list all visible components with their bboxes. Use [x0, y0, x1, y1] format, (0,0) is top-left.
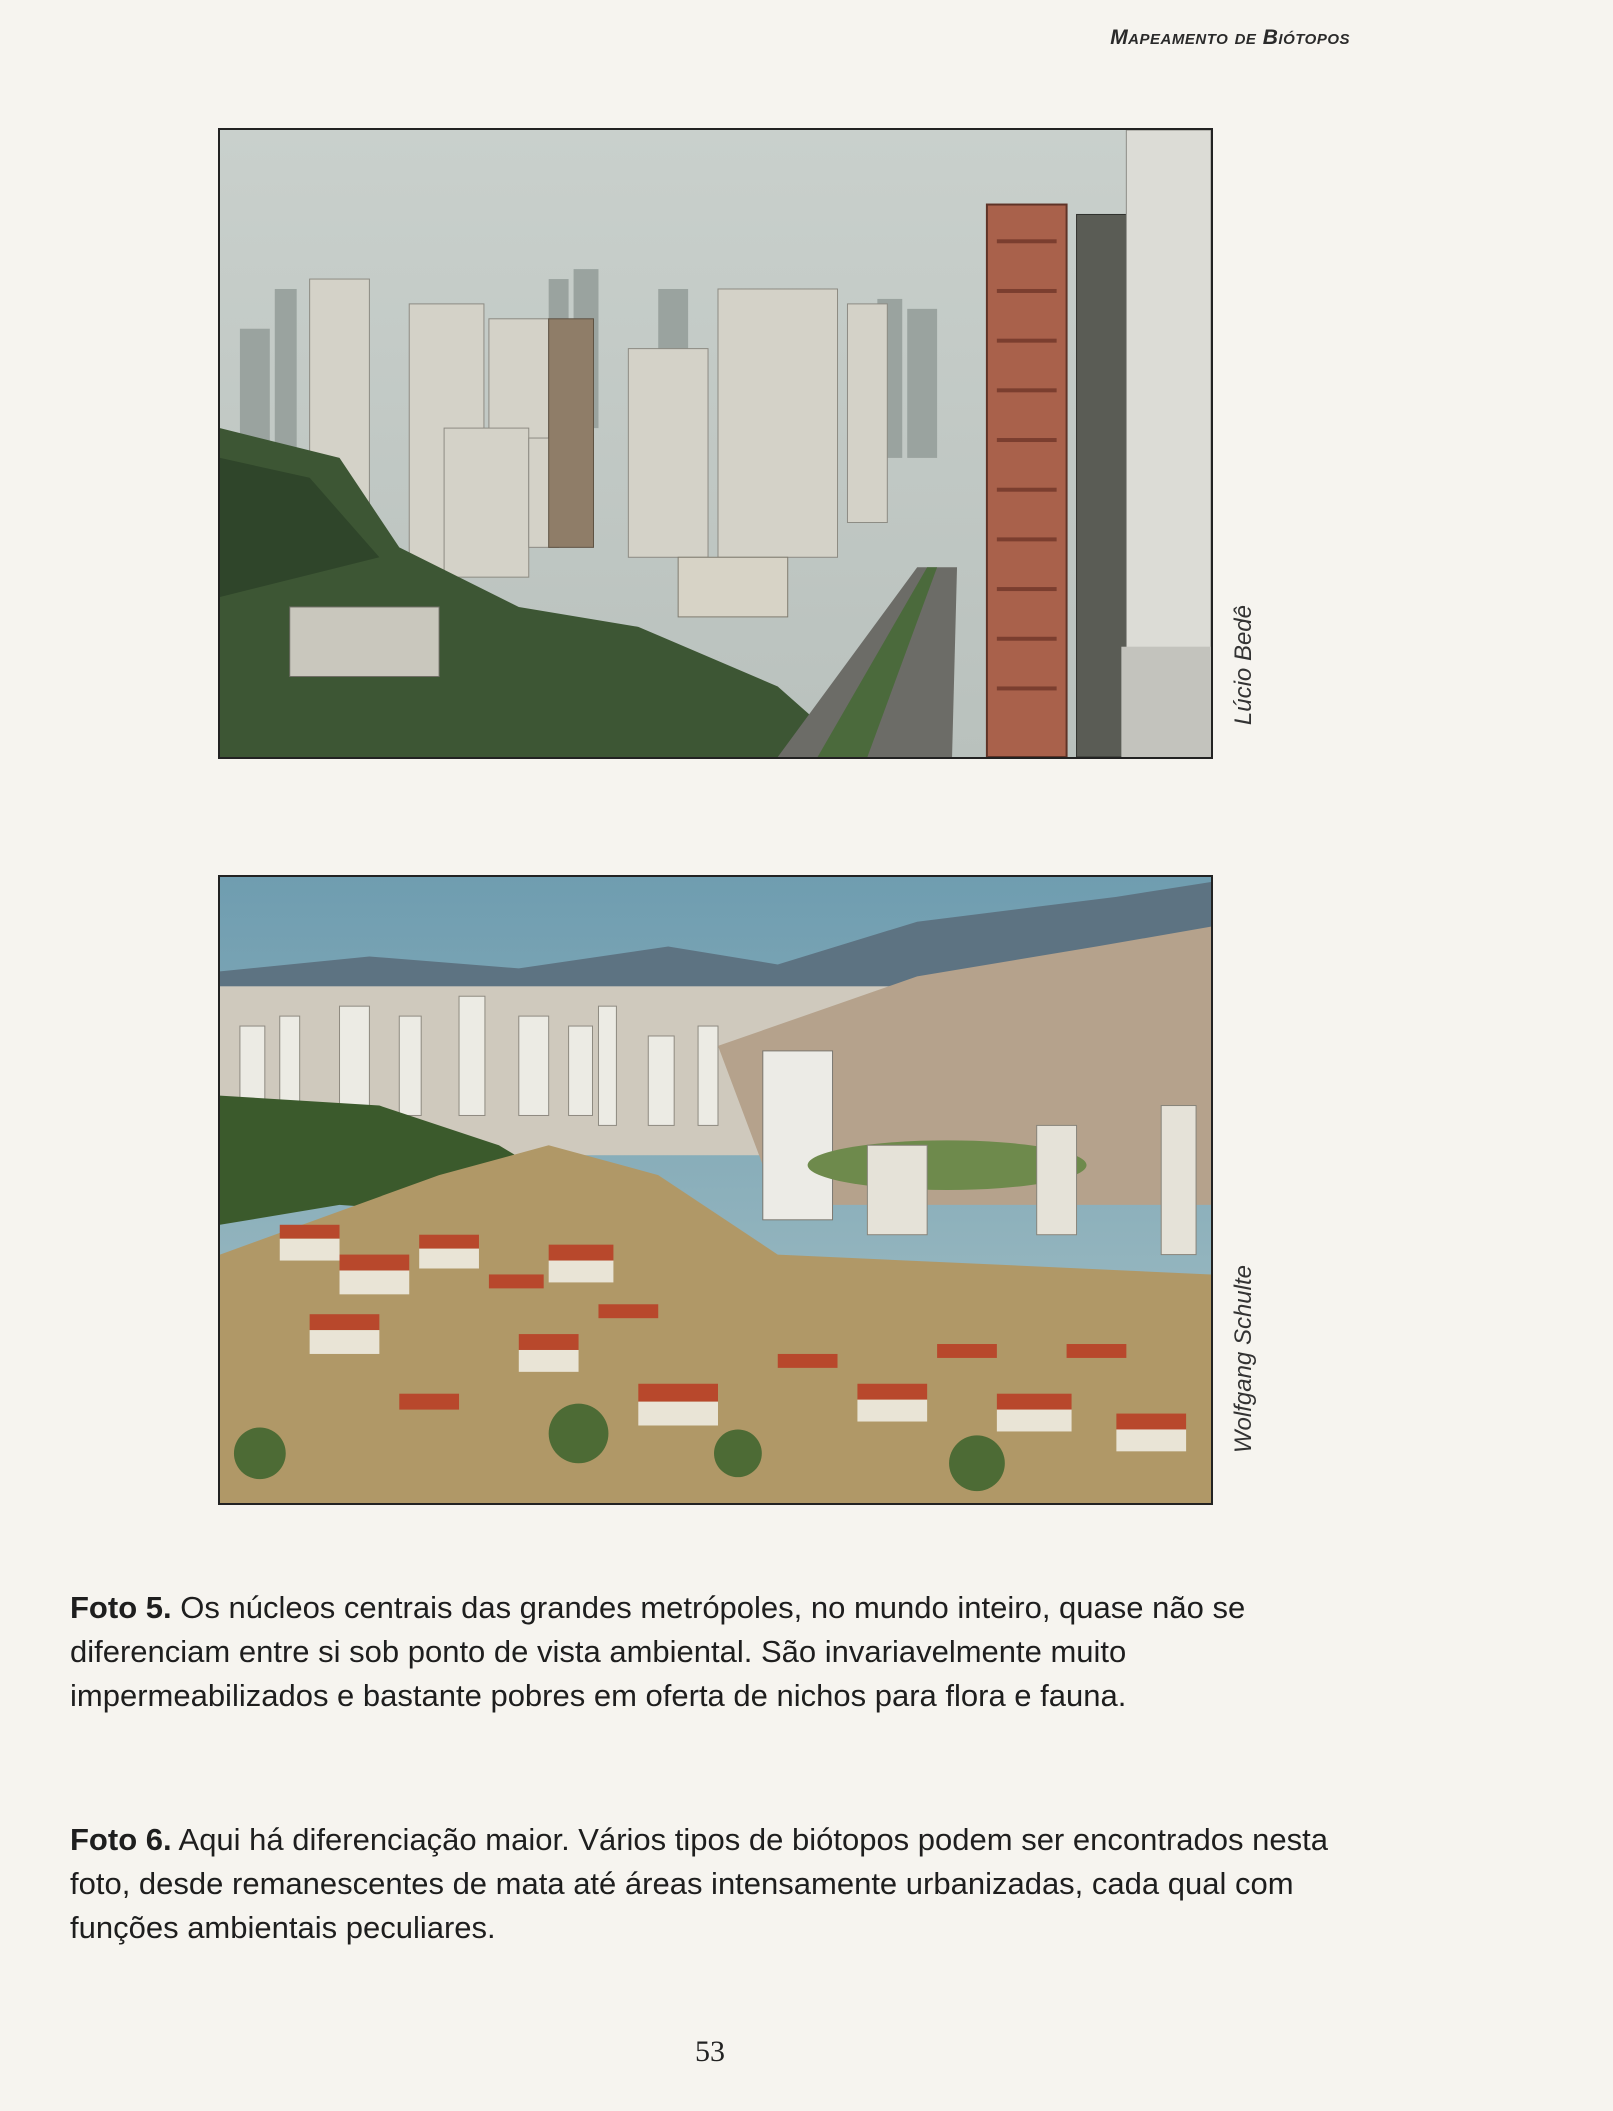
- page-number: 53: [695, 2035, 725, 2068]
- caption-text: Aqui há diferenciação maior. Vários tipos de biótopos podem ser encontrados nesta foto, desde remanescentes de mata até áreas intensamente urbanizadas, cada qual com funções ambientais peculiares.: [70, 1822, 1328, 1945]
- caption-label: Foto 5.: [70, 1590, 172, 1625]
- photo-caption: [70, 1818, 1350, 1950]
- photo-credit: Wolfgang Schulte: [1230, 1265, 1257, 1454]
- photo-city-center: [218, 128, 1213, 759]
- caption-label: Foto 6.: [70, 1822, 172, 1857]
- photo-hillside-city: [218, 875, 1213, 1505]
- running-header: Mapeamento de Biótopos: [1110, 26, 1350, 49]
- photo-credit: Lúcio Bedê: [1230, 605, 1257, 726]
- caption-text: Os núcleos centrais das grandes metrópoles, no mundo inteiro, quase não se diferenciam entre si sob ponto de vista ambiental. São invariavelmente muito impermeabilizados e bastante pobres em oferta de nichos para flora e fauna.: [70, 1590, 1246, 1713]
- photo-caption: [70, 1586, 1350, 1718]
